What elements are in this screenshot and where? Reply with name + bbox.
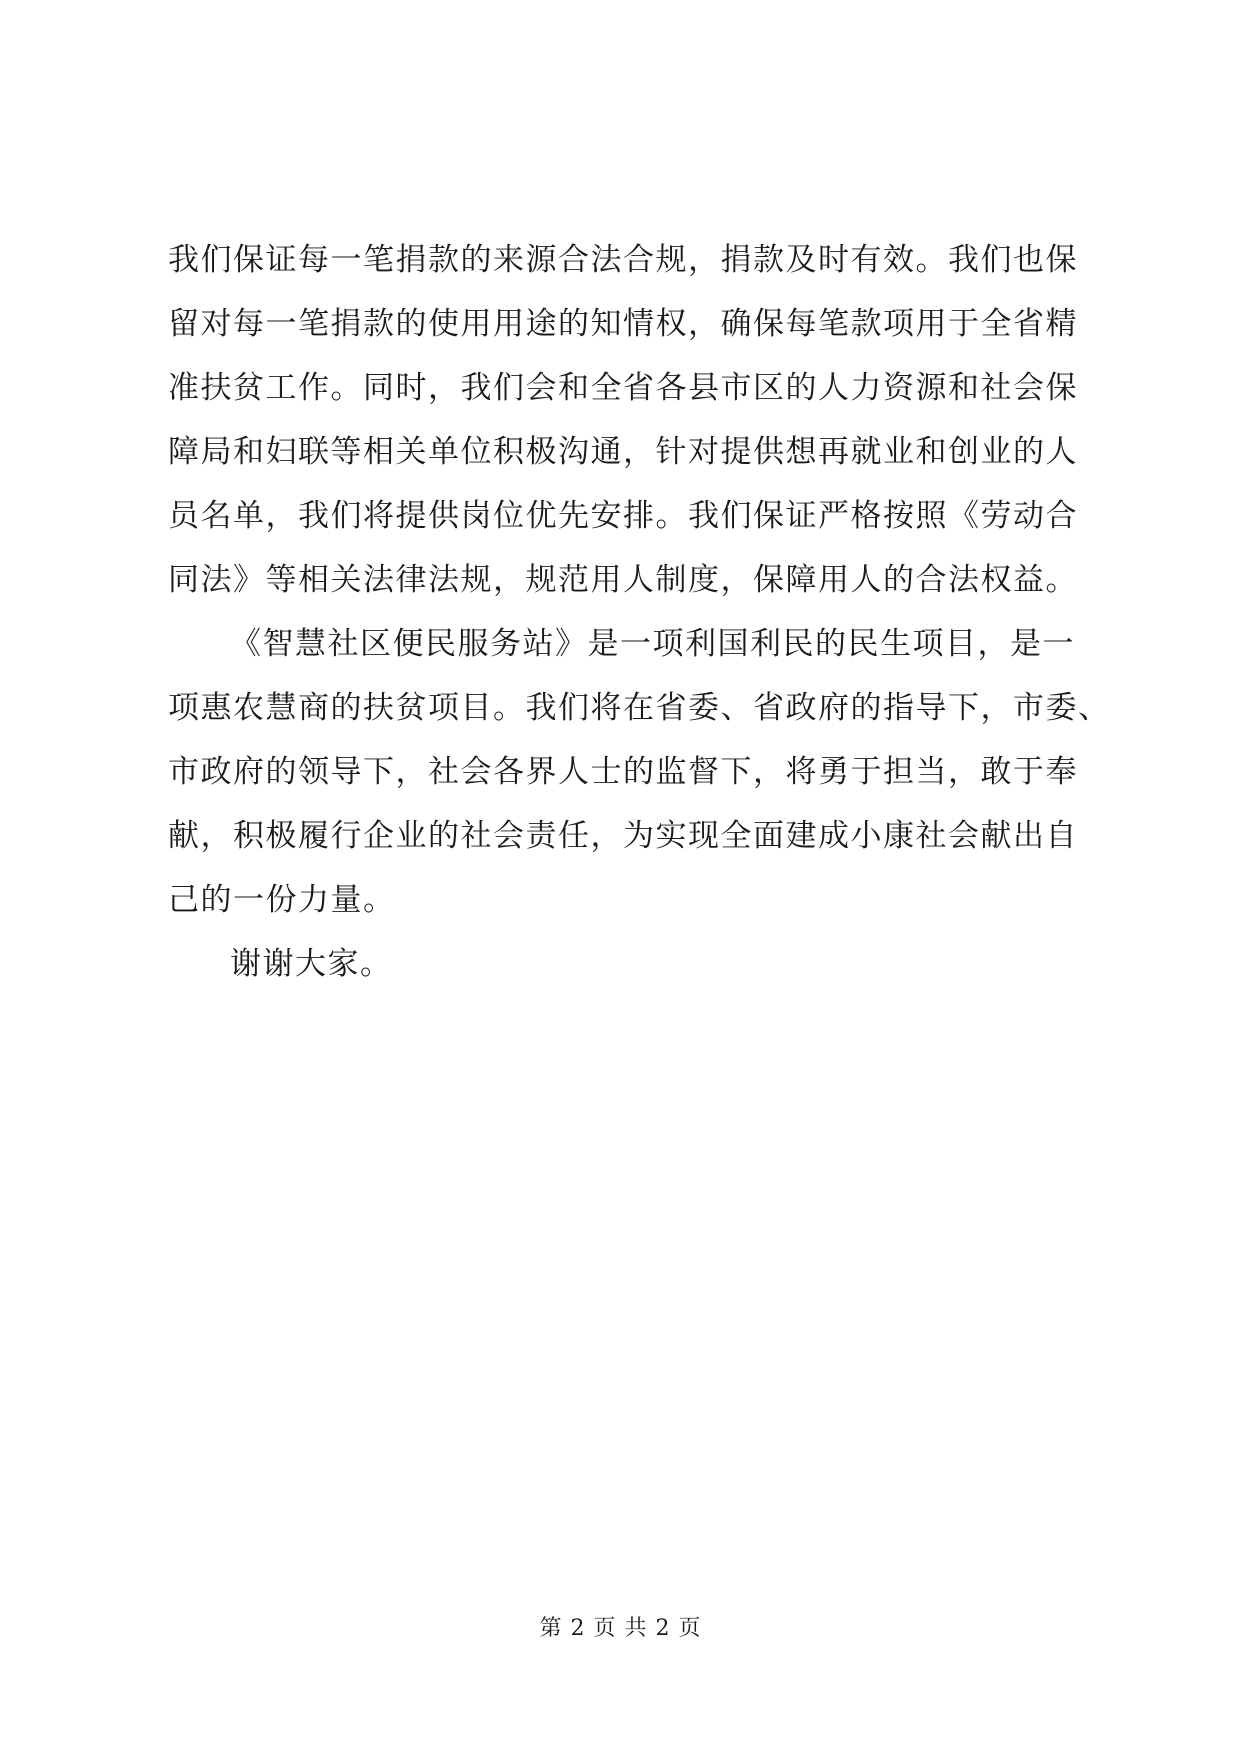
paragraph-line: 献，积极履行企业的社会责任，为实现全面建成小康社会献出自 xyxy=(168,818,1078,854)
page-footer: 第 2 页 共 2 页 xyxy=(539,1616,702,1641)
body-text xyxy=(168,228,1111,996)
paragraph-line: 障局和妇联等相关单位积极沟通，针对提供想再就业和创业的人 xyxy=(168,434,1078,470)
closing-line: 谢谢大家。 xyxy=(230,946,393,982)
paragraph-line: 我们保证每一笔捐款的来源合法合规，捐款及时有效。我们也保 xyxy=(168,242,1078,278)
paragraph-line: 同法》等相关法律法规，规范用人制度，保障用人的合法权益。 xyxy=(168,562,1078,598)
paragraph-line: 《智慧社区便民服务站》是一项利国利民的民生项目，是一 xyxy=(230,626,1075,662)
paragraph-line: 留对每一笔捐款的使用用途的知情权，确保每笔款项用于全省精 xyxy=(168,306,1078,342)
paragraph-line: 己的一份力量。 xyxy=(168,882,396,918)
paragraph-line: 市政府的领导下，社会各界人士的监督下，将勇于担当，敢于奉 xyxy=(168,754,1078,790)
paragraph-line: 项惠农慧商的扶贫项目。我们将在省委、省政府的指导下，市委、 xyxy=(168,690,1111,726)
paragraph-line: 准扶贫工作。同时，我们会和全省各县市区的人力资源和社会保 xyxy=(168,370,1078,406)
paragraph-line: 员名单，我们将提供岗位优先安排。我们保证严格按照《劳动合 xyxy=(168,498,1078,534)
